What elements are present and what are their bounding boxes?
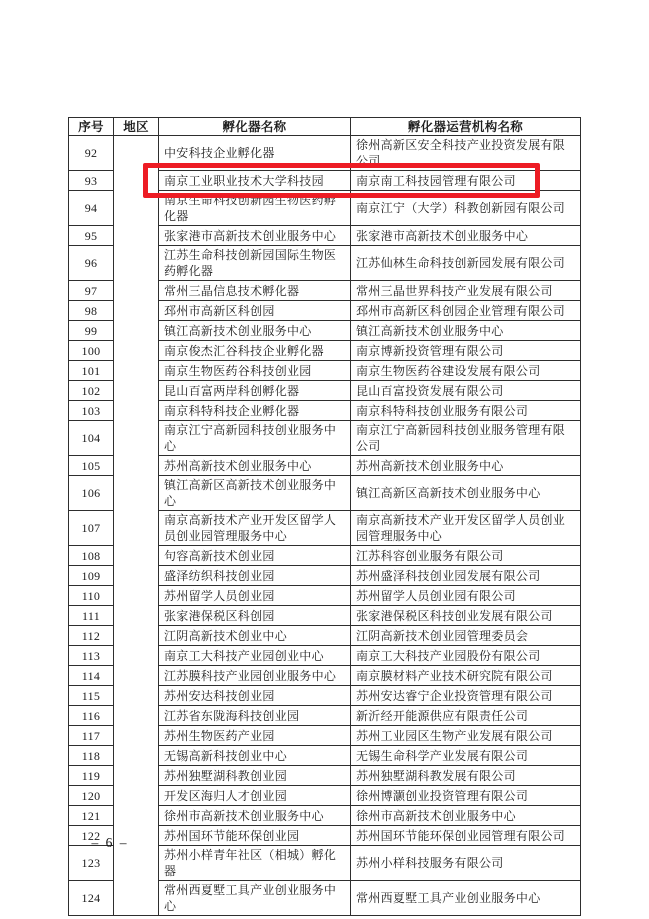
cell-serial-no: 106 <box>69 476 114 511</box>
cell-serial-no: 110 <box>69 586 114 606</box>
cell-operator-name: 镇江高新区高新技术创业服务中心 <box>351 476 581 511</box>
cell-serial-no: 115 <box>69 686 114 706</box>
incubator-table <box>68 117 581 916</box>
cell-incubator-name: 徐州市高新技术创业服务中心 <box>159 806 351 826</box>
cell-serial-no: 107 <box>69 511 114 546</box>
cell-operator-name: 南京科特科技创业服务有限公司 <box>351 401 581 421</box>
cell-incubator-name: 南京江宁高新园科技创业服务中心 <box>159 421 351 456</box>
cell-serial-no: 98 <box>69 301 114 321</box>
cell-operator-name: 张家港市高新技术创业服务中心 <box>351 226 581 246</box>
cell-operator-name: 江苏仙林生命科技创新园发展有限公司 <box>351 246 581 281</box>
cell-incubator-name: 句容高新技术创业园 <box>159 546 351 566</box>
cell-incubator-name: 江苏膜科技产业园创业服务中心 <box>159 666 351 686</box>
cell-incubator-name: 南京俊杰汇谷科技企业孵化器 <box>159 341 351 361</box>
cell-serial-no: 101 <box>69 361 114 381</box>
cell-serial-no: 122 <box>69 826 114 846</box>
cell-serial-no: 108 <box>69 546 114 566</box>
cell-serial-no: 103 <box>69 401 114 421</box>
cell-operator-name: 南京生物医药谷建设发展有限公司 <box>351 361 581 381</box>
cell-incubator-name: 常州西夏墅工具产业创业服务中心 <box>159 881 351 916</box>
cell-operator-name: 江苏科容创业服务有限公司 <box>351 546 581 566</box>
cell-incubator-name: 张家港市高新技术创业服务中心 <box>159 226 351 246</box>
cell-operator-name: 苏州工业园区生物产业发展有限公司 <box>351 726 581 746</box>
cell-incubator-name: 南京生物医药谷科技创业园 <box>159 361 351 381</box>
cell-operator-name: 张家港保税区科技创业发展有限公司 <box>351 606 581 626</box>
cell-serial-no: 100 <box>69 341 114 361</box>
cell-incubator-name: 镇江高新技术创业服务中心 <box>159 321 351 341</box>
cell-incubator-name: 中安科技企业孵化器 <box>159 136 351 171</box>
cell-serial-no: 124 <box>69 881 114 916</box>
cell-serial-no: 99 <box>69 321 114 341</box>
cell-operator-name: 南京江宁（大学）科教创新园有限公司 <box>351 191 581 226</box>
col-header-operator: 孵化器运营机构名称 <box>351 118 581 136</box>
cell-operator-name: 昆山百富投资发展有限公司 <box>351 381 581 401</box>
cell-incubator-name: 昆山百富两岸科创孵化器 <box>159 381 351 401</box>
cell-operator-name: 南京工大科技产业园股份有限公司 <box>351 646 581 666</box>
col-header-no: 序号 <box>69 118 114 136</box>
cell-incubator-name: 南京科特科技企业孵化器 <box>159 401 351 421</box>
region-merged-cell <box>114 136 159 916</box>
cell-operator-name: 常州三晶世界科技产业发展有限公司 <box>351 281 581 301</box>
cell-serial-no: 95 <box>69 226 114 246</box>
cell-incubator-name: 南京高新技术产业开发区留学人员创业园管理服务中心 <box>159 511 351 546</box>
cell-serial-no: 114 <box>69 666 114 686</box>
table-row <box>69 136 581 171</box>
cell-serial-no: 123 <box>69 846 114 881</box>
cell-serial-no: 94 <box>69 191 114 226</box>
cell-serial-no: 117 <box>69 726 114 746</box>
cell-serial-no: 93 <box>69 171 114 191</box>
cell-operator-name: 南京膜材料产业技术研究院有限公司 <box>351 666 581 686</box>
cell-operator-name: 南京高新技术产业开发区留学人员创业园管理服务中心 <box>351 511 581 546</box>
cell-operator-name: 苏州留学人员创业园有限公司 <box>351 586 581 606</box>
cell-operator-name: 苏州国环节能环保创业园管理有限公司 <box>351 826 581 846</box>
cell-serial-no: 96 <box>69 246 114 281</box>
cell-serial-no: 113 <box>69 646 114 666</box>
cell-serial-no: 120 <box>69 786 114 806</box>
cell-incubator-name: 无锡高新科技创业中心 <box>159 746 351 766</box>
cell-incubator-name: 江苏生命科技创新园国际生物医药孵化器 <box>159 246 351 281</box>
cell-serial-no: 119 <box>69 766 114 786</box>
cell-serial-no: 92 <box>69 136 114 171</box>
cell-serial-no: 111 <box>69 606 114 626</box>
cell-incubator-name: 江苏省东陇海科技创业园 <box>159 706 351 726</box>
cell-incubator-name: 邳州市高新区科创园 <box>159 301 351 321</box>
cell-operator-name: 南京南工科技园管理有限公司 <box>351 171 581 191</box>
cell-incubator-name: 苏州独墅湖科教创业园 <box>159 766 351 786</box>
cell-operator-name: 新沂经开能源供应有限责任公司 <box>351 706 581 726</box>
cell-serial-no: 116 <box>69 706 114 726</box>
cell-operator-name: 邳州市高新区科创园企业管理有限公司 <box>351 301 581 321</box>
cell-serial-no: 104 <box>69 421 114 456</box>
cell-operator-name: 苏州盛泽科技创业园发展有限公司 <box>351 566 581 586</box>
cell-operator-name: 南京江宁高新园科技创业服务管理有限公司 <box>351 421 581 456</box>
cell-incubator-name: 镇江高新区高新技术创业服务中心 <box>159 476 351 511</box>
cell-incubator-name: 苏州留学人员创业园 <box>159 586 351 606</box>
cell-serial-no: 118 <box>69 746 114 766</box>
cell-operator-name: 常州西夏墅工具产业创业服务中心 <box>351 881 581 916</box>
cell-incubator-name: 南京工业职业技术大学科技园 <box>159 171 351 191</box>
cell-operator-name: 江阴高新技术创业园管理委员会 <box>351 626 581 646</box>
cell-serial-no: 109 <box>69 566 114 586</box>
cell-serial-no: 112 <box>69 626 114 646</box>
cell-incubator-name: 江阴高新技术创业中心 <box>159 626 351 646</box>
cell-operator-name: 徐州博灏创业投资管理有限公司 <box>351 786 581 806</box>
cell-operator-name: 苏州安达睿宁企业投资管理有限公司 <box>351 686 581 706</box>
cell-serial-no: 102 <box>69 381 114 401</box>
page-number: – 6 – <box>91 835 129 850</box>
cell-operator-name: 徐州市高新技术创业服务中心 <box>351 806 581 826</box>
cell-incubator-name: 苏州安达科技创业园 <box>159 686 351 706</box>
cell-incubator-name: 南京工大科技产业园创业中心 <box>159 646 351 666</box>
cell-incubator-name: 开发区海归人才创业园 <box>159 786 351 806</box>
cell-operator-name: 南京博新投资管理有限公司 <box>351 341 581 361</box>
cell-incubator-name: 张家港保税区科创园 <box>159 606 351 626</box>
cell-operator-name: 苏州高新技术创业服务中心 <box>351 456 581 476</box>
cell-serial-no: 121 <box>69 806 114 826</box>
cell-operator-name: 徐州高新区安全科技产业投资发展有限公司 <box>351 136 581 171</box>
cell-incubator-name: 南京生命科技创新园生物医药孵化器 <box>159 191 351 226</box>
cell-operator-name: 苏州小样科技服务有限公司 <box>351 846 581 881</box>
cell-incubator-name: 苏州高新技术创业服务中心 <box>159 456 351 476</box>
cell-operator-name: 镇江高新技术创业服务中心 <box>351 321 581 341</box>
cell-incubator-name: 苏州生物医药产业园 <box>159 726 351 746</box>
cell-operator-name: 苏州独墅湖科教发展有限公司 <box>351 766 581 786</box>
col-header-region: 地区 <box>114 118 159 136</box>
cell-incubator-name: 盛泽纺织科技创业园 <box>159 566 351 586</box>
cell-operator-name: 无锡生命科学产业发展有限公司 <box>351 746 581 766</box>
cell-incubator-name: 常州三晶信息技术孵化器 <box>159 281 351 301</box>
col-header-name: 孵化器名称 <box>159 118 351 136</box>
cell-incubator-name: 苏州国环节能环保创业园 <box>159 826 351 846</box>
cell-incubator-name: 苏州小样青年社区（相城）孵化器 <box>159 846 351 881</box>
cell-serial-no: 97 <box>69 281 114 301</box>
cell-serial-no: 105 <box>69 456 114 476</box>
table-header-row <box>69 118 581 136</box>
